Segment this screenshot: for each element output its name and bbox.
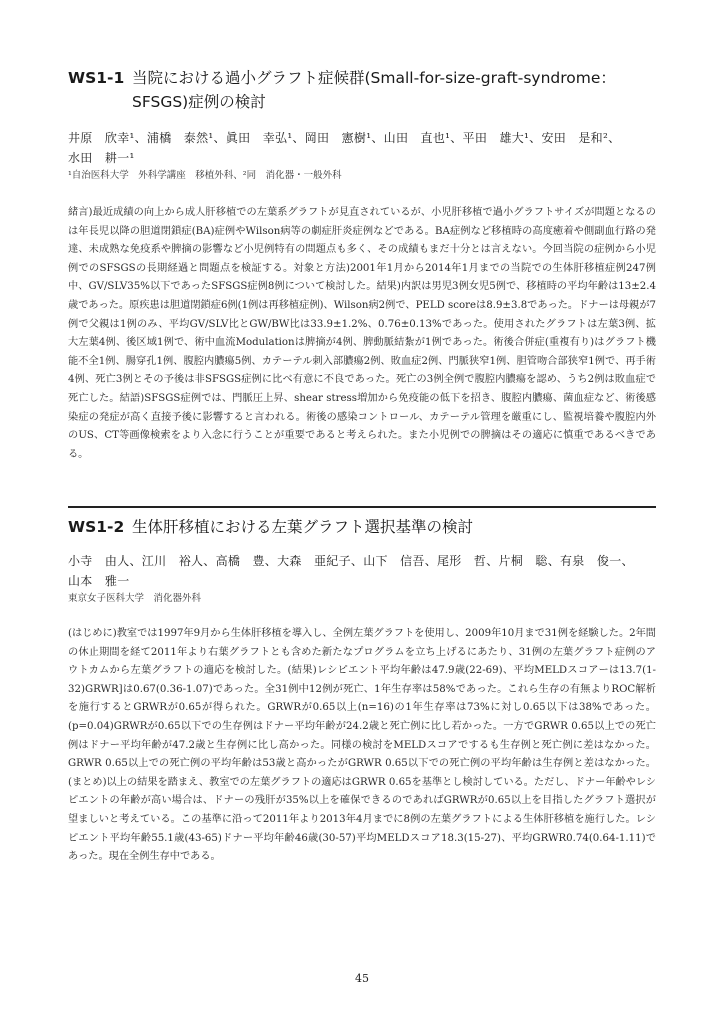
ws2-title	[68, 515, 473, 539]
ws1-title-line2: SFSGS)症例の検討	[132, 93, 266, 111]
ws1-affiliation: ¹自治医科大学 外科学講座 移植外科、²同 消化器・一般外科	[68, 170, 342, 181]
ws2-affiliation: 東京女子医科大学 消化器外科	[68, 593, 202, 604]
ws2-abstract-paragraph: (はじめに)教室では1997年9月から生体肝移植を導入し、全例左葉グラフトを使用し、2009年10月まで31例を経験した。2年間の休止期間を経て2011年より右葉グラフトとも含めた新たなプログラムを立ち上げるにあたり、31例の左葉グラフト症例のアウトカムから左葉グラフトの適応を検討した。(結果)レシピエント平均年齢は47.9歳(22-69)、平均MELDスコアーは13.7(1-32)GRWR]は0.67(0.36-1.07)であった。全31例中12例が死亡、1年生存率は58%であった。これら生存の有無よりROC解析を施行するとGRWRが0.65が得られた。GRWRが0.65以上(n=16)の1年生存率は73%に対し0.65以下は38%であった。(p=0.04)GRWRが0.65以下での生存例はドナー平均年齢が24.2歳と死亡例に比し若かった。一方でGRWR 0.65以上での死亡例はドナー平均年齢が47.2歳と生存例に比し高かった。同様の検討をMELDスコアでするも生存例と死亡例に差はなかった。GRWR 0.65以上での死亡例の平均年齢は53歳と高かったがGRWR 0.65以下での死亡例の平均年齢は生存例と差はなかった。(まとめ)以上の結果を踏まえ、教室での左葉グラフトの適応はGRWR 0.65を基準とし検討している。ただし、ドナー年齢やレシピエントの年齢が高い場合は、ドナーの残肝が35%以上を確保できるのであればGRWRが0.65以上を目指したグラフト選択が望ましいと考えている。この基準に沿って2011年より2013年4月までに8例の左葉グラフトによる生体肝移植を施行した。レシピエント平均年齢55.1歳(43-65)ドナー平均年齢46歳(30-57)平均MELDスコア18.3(15-27)、平均GRWR0.74(0.64-1.11)であった。現在全例生存中である。	[68, 628, 656, 863]
ws1-abstract-paragraph: 緒言)最近成績の向上から成人肝移植での左葉系グラフトが見直されているが、小児肝移植で過小グラフトサイズが問題となるのは年長児以降の胆道閉鎖症(BA)症例やWilson病等の劇症肝炎症例などである。BA症例など移植時の高度癒着や側副血行路の発達、未成熟な免疫系や脾摘の影響など小児例特有の問題点も多く、その成績もまだ十分とは言えない。今回当院の症例から小児例でのSFSGSの長期経過と問題点を検証する。対象と方法)2001年1月から2014年1月までの当院での生体肝移植症例247例中、GV/SLV35%以下であったSFSGS症例8例について検討した。結果)内訳は男児3例女児5例で、移植時の平均年齢は13±2.4歳であった。原疾患は胆道閉鎖症6例(1例は再移植症例)、Wilson病2例で、PELD scoreは8.9±3.8であった。ドナーは母親が7例で父親は1例のみ、平均GV/SLV比とGW/BW比は33.9±1.2%、0.76±0.13%であった。使用されたグラフトは左葉3例、拡大左葉4例、後区域1例で、術中血流Modulationは脾摘が4例、脾動脈結紮が1例であった。術後合併症(重複有り)はグラフト機能不全1例、腸穿孔1例、腹腔内膿瘍5例、カテーテル刺入部膿瘍2例、敗血症2例、門脈狭窄1例、胆管吻合部狭窄1例で、再手術4例、死亡3例とその予後は非SFSGS症例に比べ有意に不良であった。死亡の3例全例で腹腔内膿瘍を認め、うち2例は敗血症で死亡した。結語)SFSGS症例では、門脈圧上昇、shear stress増加から免疫能の低下を招き、腹腔内膿瘍、菌血症など、術後感染症の発症が高く直接予後に影響すると言われる。術後の感染コントロール、カテーテル管理を厳重にし、監視培養や腹腔内外のUS、CT等画像検索をより入念に行うことが重要であると考えられた。また小児例での脾摘はその適応に慎重であるべきである。	[68, 207, 656, 460]
ws2-authors-line1: 小寺 由人、江川 裕人、高橋 豊、大森 亜紀子、山下 信吾、尾形 哲、片桐 聡、有泉 俊一、	[68, 554, 634, 568]
ws1-title	[68, 66, 616, 114]
ws1-authors-line2: 水田 耕一¹	[68, 151, 135, 165]
ws1-abstract	[68, 204, 656, 464]
ws1-number: WS1-1	[68, 69, 125, 87]
ws1-authors	[68, 128, 658, 168]
ws2-authors-line2: 山本 雅一	[68, 574, 130, 588]
ws2-number: WS1-2	[68, 518, 125, 536]
section-divider	[68, 506, 656, 508]
ws2-authors	[68, 551, 658, 591]
page-number: 45	[355, 972, 369, 985]
ws1-authors-line1: 井原 欣幸¹、浦橋 泰然¹、眞田 幸弘¹、岡田 憲樹¹、山田 直也¹、平田 雄大¹、安田 是和²、	[68, 131, 621, 145]
ws1-title-line1: 当院における過小グラフト症候群(Small-for-size-graft-syndrome：	[132, 69, 616, 87]
ws2-abstract	[68, 625, 656, 867]
ws2-title-line1: 生体肝移植における左葉グラフト選択基準の検討	[132, 518, 474, 536]
